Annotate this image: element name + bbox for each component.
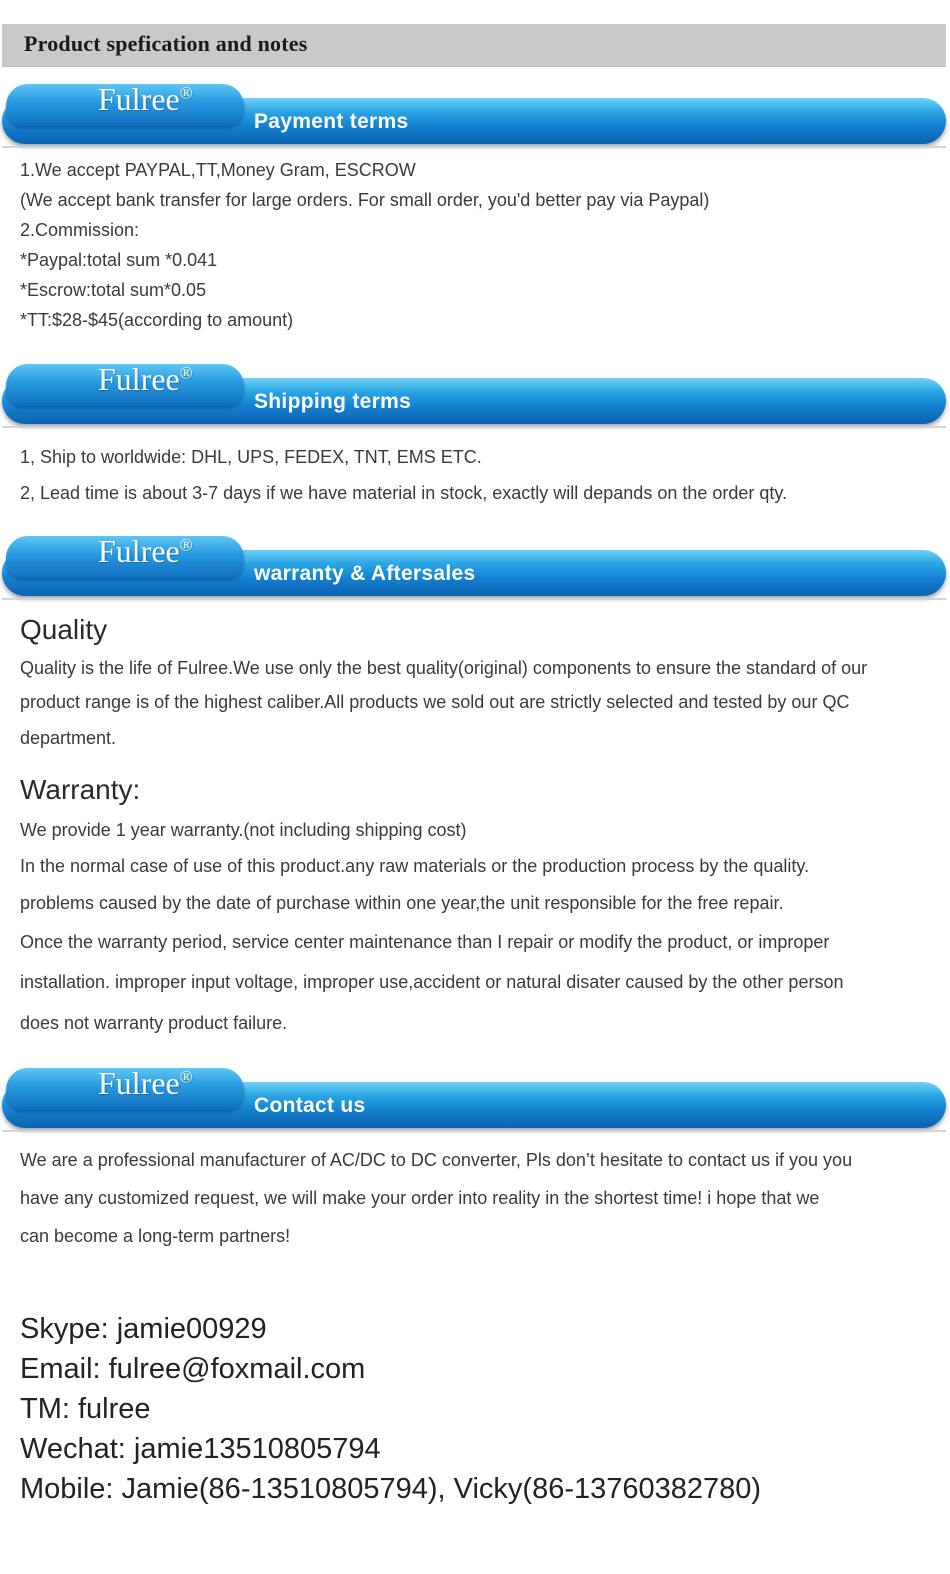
- contact-tm: TM: fulree: [20, 1393, 151, 1425]
- warranty-line: installation. improper input voltage, improper use,accident or natural disater caused by the other person: [20, 972, 844, 992]
- section-title-warranty: warranty & Aftersales: [254, 562, 476, 585]
- contact-banner: [0, 1065, 950, 1134]
- payment-terms-banner: [0, 81, 950, 150]
- warranty-line: In the normal case of use of this product.any raw materials or the production process by the quality.: [20, 856, 810, 876]
- warranty-banner: [0, 533, 950, 602]
- payment-line: (We accept bank transfer for large orders. For small order, you'd better pay via Paypal): [20, 190, 710, 210]
- payment-line: 1.We accept PAYPAL,TT,Money Gram, ESCROW: [20, 160, 416, 180]
- shipping-line: 2, Lead time is about 3-7 days if we have material in stock, exactly will depands on the order qty.: [20, 483, 788, 503]
- page-title-bar: [2, 24, 946, 67]
- payment-line: *TT:$28-$45(according to amount): [20, 310, 294, 330]
- quality-heading: Quality: [20, 614, 108, 645]
- warranty-heading: Warranty:: [20, 774, 141, 805]
- payment-line: *Paypal:total sum *0.041: [20, 250, 218, 270]
- contact-wechat: Wechat: jamie13510805794: [20, 1433, 381, 1465]
- contact-email: Email: fulree@foxmail.com: [20, 1353, 366, 1385]
- section-title-payment: Payment terms: [254, 110, 409, 133]
- warranty-line: does not warranty product failure.: [20, 1013, 288, 1033]
- payment-line: *Escrow:total sum*0.05: [20, 280, 207, 300]
- brand-logo: Fulree®: [98, 1065, 193, 1101]
- quality-line: department.: [20, 728, 117, 748]
- section-title-contact: Contact us: [254, 1094, 366, 1117]
- payment-line: 2.Commission:: [20, 220, 140, 240]
- warranty-line: Once the warranty period, service center maintenance than I repair or modify the product, or improper: [20, 932, 830, 952]
- brand-logo: Fulree®: [98, 81, 193, 117]
- contact-mobile: Mobile: Jamie(86-13510805794), Vicky(86-13760382780): [20, 1473, 762, 1505]
- contact-skype: Skype: jamie00929: [20, 1313, 267, 1345]
- contact-line: have any customized request, we will make your order into reality in the shortest time! i hope that we: [20, 1188, 820, 1208]
- contact-line: can become a long-term partners!: [20, 1226, 291, 1246]
- shipping-terms-banner: [0, 361, 950, 430]
- warranty-line: We provide 1 year warranty.(not including shipping cost): [20, 820, 467, 840]
- quality-line: Quality is the life of Fulree.We use only the best quality(original) components to ensure the standard of our: [20, 658, 868, 678]
- contact-line: We are a professional manufacturer of AC/DC to DC converter, Pls don’t hesitate to contact us if you you: [20, 1150, 853, 1170]
- page-title: Product spefication and notes: [24, 31, 308, 56]
- brand-logo: Fulree®: [98, 533, 193, 569]
- section-title-shipping: Shipping terms: [254, 390, 412, 413]
- brand-logo: Fulree®: [98, 361, 193, 397]
- warranty-line: problems caused by the date of purchase within one year,the unit responsible for the free repair.: [20, 893, 784, 913]
- quality-line: product range is of the highest caliber.All products we sold out are strictly selected and tested by our QC: [20, 692, 850, 712]
- shipping-line: 1, Ship to worldwide: DHL, UPS, FEDEX, TNT, EMS ETC.: [20, 447, 482, 467]
